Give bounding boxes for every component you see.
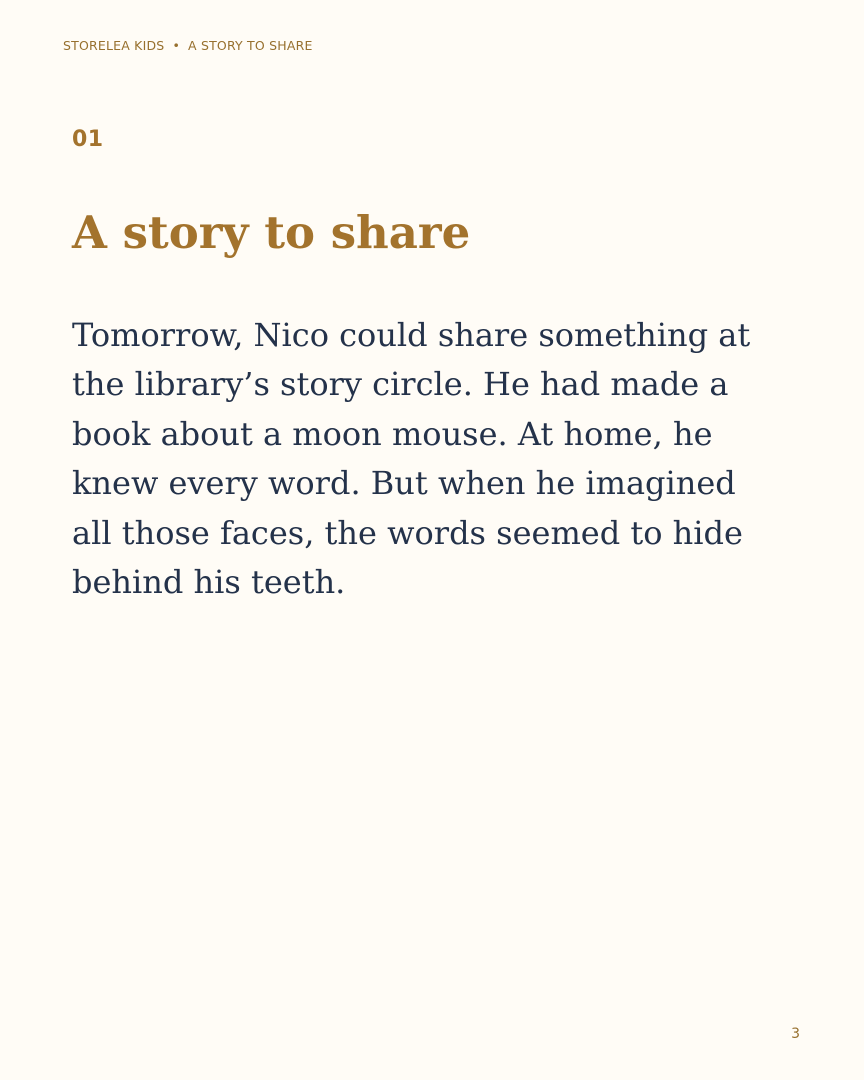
story-line: all those faces, the words seemed to hide [72,513,743,552]
page-number: 3 [791,1026,800,1042]
chapter-number: 01 [72,127,104,152]
story-paragraph [72,311,792,607]
story-line: Tomorrow, Nico could share something at [72,316,751,354]
story-line: book about a moon mouse. At home, he [72,414,713,453]
chapter-title: A story to share [72,206,471,259]
header-separator: • [172,38,181,53]
story-line: knew every word. But when he imagined [72,464,736,503]
story-line: the library’s story circle. He had made a [72,365,729,404]
story-line: behind his teeth. [72,563,346,602]
header-section: A STORY TO SHARE [188,38,313,53]
header-brand: STORELEA KIDS [63,38,165,53]
running-header [63,38,313,53]
